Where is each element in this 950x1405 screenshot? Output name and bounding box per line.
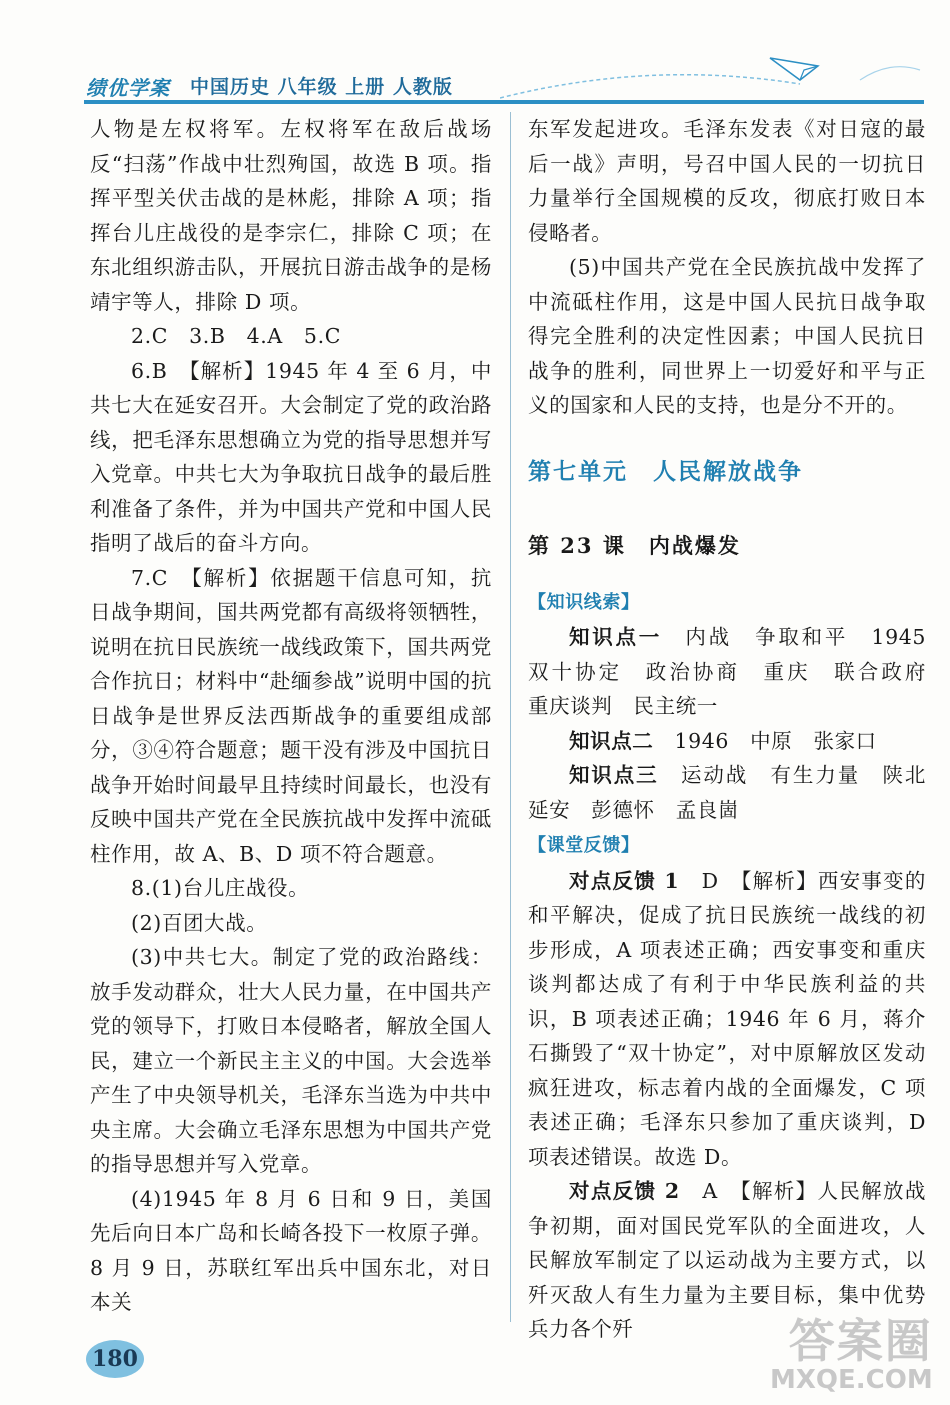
- feedback-label: 对点反馈 1: [569, 868, 680, 893]
- knowledge-point-label: 知识点三: [569, 763, 659, 787]
- answer-paragraph: (5)中国共产党在全民族抗战中发挥了中流砥柱作用，这是中国人民抗日战争取得完全胜利的决定性因素；中国人民抗日战争的胜利，同世界上一切爱好和平与正义的国家和人民的支持，也是分不开的。: [528, 255, 926, 417]
- answer-paragraph: (3)中共七大。制定了党的政治路线：放手发动群众，壮大人民力量，在中国共产党的领导下，打败日本侵略者，解放全国人民，建立一个新民主主义的中国。大会选举产生了中央领导机关，毛泽东当选为中共中央主席。大会确立毛泽东思想为中国共产党的指导思想并写入党章。: [90, 945, 492, 1176]
- header-rule: [84, 100, 924, 104]
- knowledge-point-text: 内战 争取和平 1945 双十协定 政治协商 重庆 联合政府 重庆谈判 民主统一: [528, 625, 948, 718]
- section-heading: [528, 827, 926, 864]
- knowledge-point: [528, 758, 948, 827]
- page-header: [0, 0, 950, 115]
- answer-paragraph: (2)百团大战。: [131, 910, 268, 935]
- feedback-text: A 【解析】人民解放战争初期，面对国民党军队的全面进攻，人民解放军制定了以运动战为主要方式，以歼灭敌人有生力量为主要目标，集中优势兵力各个歼: [528, 1179, 926, 1341]
- book-title: 中国历史 八年级 上册 人教版: [190, 76, 453, 98]
- feedback-item: [528, 864, 926, 1175]
- unit-title: 第七单元 人民解放战争: [528, 458, 803, 485]
- column-divider: [510, 112, 511, 1322]
- section-heading: [528, 584, 926, 621]
- knowledge-point: [528, 620, 948, 724]
- answer-paragraph: 7.C 【解析】依据题干信息可知，抗日战争期间，国共两党都有高级将领牺牲，说明在抗日民族统一战线政策下，国共两党合作抗日；材料中“赴缅参战”说明中国的抗日战争是世界反法西斯战争的重要组成部分，③④符合题意；题干没有涉及中国抗日战争开始时间最早且持续时间最长，也没有反映中国共产党在全民族抗战中发挥中流砥柱作用，故 A、B、D 项不符合题意。: [90, 565, 492, 866]
- answer-paragraph: 6.B 【解析】1945 年 4 至 6 月，中共七大在延安召开。大会制定了党的政治路线，把毛泽东思想确立为党的指导思想并写入党章。中共七大为争取抗日战争的最后胜利准备了条件，并为中国共产党和中国人民指明了战后的奋斗方向。: [90, 358, 492, 555]
- section-tag: 【知识线索】: [528, 591, 640, 613]
- section-tag: 【课堂反馈】: [528, 835, 640, 856]
- lesson-title: 第 23 课 内战爆发: [528, 533, 741, 558]
- right-column: [528, 112, 948, 1347]
- knowledge-point-text: 运动战 有生力量 陕北 延安 彭德怀 孟良崮: [528, 763, 948, 822]
- watermark: [770, 1305, 933, 1395]
- answer-paragraph: 人物是左权将军。左权将军在敌后战场反“扫荡”作战中壮烈殉国，故选 B 项。指挥平型关伏击战的是林彪，排除 A 项；指挥台儿庄战役的是李宗仁，排除 C 项；在东北组织游击队，开展抗日游击战争的是杨靖宇等人，排除 D 项。: [90, 117, 492, 314]
- answer-paragraph: (4)1945 年 8 月 6 日和 9 日，美国先后向日本广岛和长崎各投下一枚原子弹。8 月 9 日，苏联红军出兵中国东北，对日本关: [90, 1186, 492, 1314]
- knowledge-point-label: 知识点二: [569, 728, 654, 753]
- knowledge-point-text: 1946 中原 张家口: [653, 728, 877, 753]
- watermark-text: 答案圈: [788, 1314, 933, 1368]
- left-column: [90, 112, 492, 1320]
- answer-paragraph: 2.C 3.B 4.A 5.C: [131, 324, 341, 348]
- answer-paragraph: 东军发起进攻。毛泽东发表《对日寇的最后一战》声明，号召中国人民的一切抗日力量举行全国规模的反攻，彻底打败日本侵略者。: [528, 117, 926, 245]
- watermark-url: MXQE.COM: [770, 1365, 933, 1395]
- paper-plane-icon: [500, 40, 930, 102]
- brand-logo: 绩优学案: [86, 76, 170, 100]
- answer-paragraph: 8.(1)台儿庄战役。: [131, 876, 310, 900]
- knowledge-point-label: 知识点一: [569, 625, 663, 649]
- page-number: 180: [86, 1340, 144, 1378]
- knowledge-point: [528, 724, 926, 759]
- feedback-text: D 【解析】西安事变的和平解决，促成了抗日民族统一战线的初步形成，A 项表述正确；西安事变和重庆谈判都达成了有利于中华民族利益的共识，B 项表述正确；1946 年 6 月，蒋介石撕毁了“双十协定”，对中原解放区发动疯狂进攻，标志着内战的全面爆发，C 项表述正确；毛泽东只参加了重庆谈判，D 项表述错误。故选 D。: [528, 868, 926, 1169]
- feedback-label: 对点反馈 2: [569, 1179, 680, 1203]
